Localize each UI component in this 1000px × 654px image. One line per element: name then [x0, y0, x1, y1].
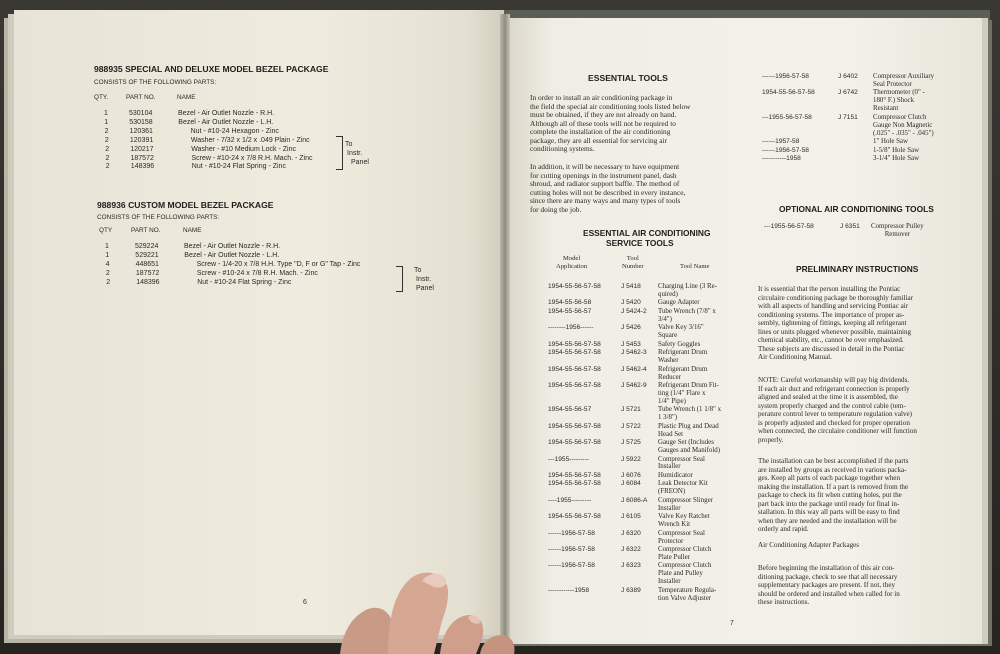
tool-name: Plastic Plug and Dead Head Set — [658, 422, 719, 438]
tool-name: Compressor Clutch Plate Puller — [658, 546, 712, 561]
part-number: 448651 — [135, 260, 159, 268]
tool-model-application: 1954-55-56-57-58 — [548, 340, 601, 348]
tool-model-application: 1954-55-56-58 — [548, 299, 592, 307]
note-line: To — [345, 141, 353, 148]
tool-model-application: --------1956------ — [548, 324, 594, 332]
part-name: Washer - 7/32 x 1/2 x .049 Plain - Zinc — [190, 136, 310, 144]
optional-tools-title: OPTIONAL AIR CONDITIONING TOOLS — [779, 204, 934, 214]
note-line: To — [414, 267, 422, 274]
preliminary-para1: It is essential that the person installing the Pontiac circulaire conditioning package be thoroughly familiar with all aspects of handling and servicing Pontiac air conditioning systems. The importance of proper as- sembly, tightening of fittings, keeping all refrigerant lines or units plugged whenever possible, maintaining chemical stability, etc., cannot be over emphasized. These subjects are discussed in detail in the Pontiac Air Conditioning Manual. — [758, 285, 914, 361]
note-line: Panel — [416, 285, 434, 292]
tool-model-application: ----1955--------- — [548, 496, 592, 504]
tool-number: J 6086-A — [621, 496, 648, 504]
tool-number: J 5418 — [621, 283, 641, 290]
tool-number: J 5462-3 — [621, 349, 647, 357]
col-name: NAME — [183, 227, 202, 234]
tool-name: Gauge Adapter — [658, 299, 700, 307]
part-number: 530158 — [129, 118, 153, 126]
page-number-right: 7 — [730, 620, 734, 627]
part-number: 148396 — [130, 163, 155, 171]
tool-model-application: 1954-55-56-57 — [548, 406, 592, 414]
essential-tools-para1: In order to install an air conditioning package in the field the special air conditioning tools listed below must be obtained, if they are not already on hand. Although all of these tools will not be required to complete the installation of the air conditioning package, they are all essential for servicing air conditioning systems. — [530, 93, 691, 153]
tool-number: J 5725 — [621, 439, 641, 447]
tool-model-application: -----------1958 — [762, 155, 801, 162]
part-name: Nut - #10-24 Flat Spring - Zinc — [191, 163, 286, 171]
part-number: 148396 — [136, 278, 160, 286]
tool-name: Thermometer (0" - 180° F.) Shock Resistant — [873, 89, 925, 113]
tool-name: Compressor Clutch Gauge Non Magnetic (.025" - .035" - .045") — [873, 113, 934, 137]
tool-model-application: ---1955-56-57-58 — [764, 223, 814, 230]
book-spine — [500, 14, 510, 644]
tool-number: J 5420 — [621, 299, 641, 307]
part-qty: 2 — [106, 278, 111, 286]
tool-model-application: 1954-55-56-57-58 — [548, 365, 601, 373]
tool-number: J 5453 — [621, 340, 641, 348]
tool-model-application: ------1956-57-58 — [762, 73, 809, 80]
tool-model-application: 1954-55-56-57-58 — [548, 349, 601, 357]
preliminary-title: PRELIMINARY INSTRUCTIONS — [796, 264, 919, 274]
part-name: Screw - 1/4-20 x 7/8 H.H. Type "D, F or G" Tap - Zinc — [196, 260, 361, 268]
tool-name: 1-5/8" Hole Saw — [873, 146, 920, 154]
tool-model-application: 1954-55-56-57-58 — [762, 89, 815, 97]
part-name: Bezel - Air Outlet Nozzle - L.H. — [178, 118, 274, 126]
tool-name: Tube Wrench (1 1/8" x 1 3/8") — [658, 406, 722, 422]
tool-model-application: 1954-55-56-57-58 — [548, 480, 601, 488]
part-number: 529224 — [135, 243, 159, 250]
parts-subtitle: CONSISTS OF THE FOLLOWING PARTS: — [97, 214, 220, 221]
tool-model-application: ------------1958 — [548, 586, 590, 594]
tool-model-application: 1954-55-56-57-58 — [548, 439, 601, 447]
part-number: 529221 — [135, 251, 159, 259]
tool-model-application: ------1956-57-58 — [548, 546, 595, 553]
part-qty: 2 — [104, 136, 109, 144]
tool-number: J 7151 — [838, 113, 858, 121]
tool-name: Refrigerant Drum Reducer — [658, 365, 708, 381]
col-tool-name: Tool Name — [680, 263, 710, 270]
col-part-no: PART NO. — [126, 94, 156, 101]
tool-number: J 5462-4 — [621, 365, 647, 373]
note-line: Instr. — [416, 276, 432, 283]
tool-name: 1" Hole Saw — [873, 138, 908, 145]
part-qty: 1 — [105, 251, 110, 259]
part-number: 120361 — [129, 127, 153, 135]
part-number: 120391 — [129, 136, 154, 144]
tool-number: J 6105 — [621, 513, 641, 521]
adapter-packages-subhead: Air Conditioning Adapter Packages — [758, 541, 860, 549]
tool-number: J 6742 — [838, 89, 858, 97]
part-name: Washer - #10 Medium Lock - Zinc — [191, 145, 296, 153]
part-number: 187572 — [135, 269, 160, 277]
left-page — [14, 10, 508, 635]
tool-model-application: ------1956-57-58 — [762, 146, 809, 154]
tool-name: Compressor Slinger Installer — [658, 496, 713, 512]
tool-name: Compressor Seal Protector — [658, 529, 705, 545]
tool-name: Valve Key Ratchet Wrench Kit — [658, 513, 710, 529]
tool-model-application: 1954-55-56-57-58 — [548, 283, 601, 290]
preliminary-para3: The installation can be best accomplished if the parts are installed by groups as received in various packa- ges. Keep all parts of each package together when making the installation. If a part is removed from the package to check its fit when cutting holes, put the part back into the package until ready for final in- stallation. In this way all parts will be easy to find when they are needed and the installation will be orderly and rapid. — [758, 457, 909, 533]
tool-name: Charging Line (3 Re- quired) — [658, 283, 718, 298]
col-model-application: Model Application — [556, 255, 588, 270]
part-qty: 1 — [104, 118, 109, 126]
tool-name: Tube Wrench (7/8" x 3/4") — [658, 307, 716, 323]
tool-name: Temperature Regula- tion Valve Adjuster — [658, 586, 717, 602]
brace-mark — [336, 136, 343, 170]
part-number: 530104 — [129, 110, 153, 117]
note-line: Panel — [351, 159, 369, 166]
tool-number: J 6076 — [621, 471, 641, 479]
tool-model-application: 1954-55-56-57-58 — [548, 422, 601, 430]
service-tools-title: SERVICE TOOLS — [606, 238, 674, 248]
essential-tools-para2: In addition, it will be necessary to have equipment for cutting openings in the instrument panel, dash shroud, and radiator support baffle. The method of cutting holes will not be described in every instance, since there are many ways and many types of tools for doing the job. — [530, 162, 686, 214]
part-name: Nut - #10-24 Flat Spring - Zinc — [197, 278, 292, 286]
col-part-no: PART NO. — [131, 227, 161, 234]
tool-name: Safety Goggles — [658, 340, 701, 348]
part-number: 120217 — [130, 145, 154, 153]
tool-name: Gauge Set (Includes Gauges and Manifold) — [658, 439, 720, 454]
part-qty: 2 — [105, 145, 110, 153]
col-tool-number: Tool Number — [622, 255, 644, 270]
tool-model-application: ------1957-58 — [762, 138, 800, 145]
part-name: Bezel - Air Outlet Nozzle - L.H. — [184, 251, 280, 259]
tool-model-application: 1954-55-56-57-58 — [548, 513, 601, 521]
tool-number: J 5721 — [621, 406, 641, 414]
tool-name: Refrigerant Drum Washer — [658, 349, 708, 365]
note-line: Instr. — [347, 150, 363, 157]
tool-number: J 6389 — [621, 586, 641, 594]
preliminary-para2: NOTE: Careful workmanship will pay big dividends. If each air duct and refrigerant connection is properly aligned and sealed at the time it is assembled, the system properly charged and the control cable (tem- perature control lever to temperature regulation valve) is properly adjusted and checked for proper operation when connected, the circulaire conditioner will function properly. — [758, 376, 917, 444]
tool-number: J 5722 — [621, 422, 641, 430]
custom-package-title: 988936 CUSTOM MODEL BEZEL PACKAGE — [97, 200, 274, 210]
tool-number: J 5426 — [621, 324, 641, 332]
tool-name: Humidicator — [658, 471, 693, 479]
col-qty: QTY. — [94, 94, 109, 101]
brace-mark — [396, 266, 403, 292]
tool-number: J 6351 — [840, 223, 860, 230]
part-name: Nut - #10-24 Hexagon - Zinc — [190, 127, 279, 135]
part-qty: 4 — [105, 260, 110, 268]
tool-number: J 6323 — [621, 562, 641, 570]
tool-number: J 6322 — [621, 546, 641, 553]
part-qty: 2 — [104, 127, 109, 135]
tool-model-application: 1954-55-56-57-58 — [548, 471, 601, 479]
tool-model-application: ------1956-57-58 — [548, 562, 595, 570]
tool-name: Compressor Auxiliary Seal Protector — [873, 73, 935, 88]
tool-model-application: ------1956-57-58 — [548, 529, 595, 537]
tool-number: J 6084 — [621, 480, 641, 488]
tool-number: J 6402 — [838, 73, 858, 80]
tool-name: Compressor Seal Installer — [658, 455, 705, 471]
part-qty: 2 — [105, 269, 110, 277]
part-number: 187572 — [130, 154, 154, 162]
tool-name: Leak Detector Kit (FREON) — [658, 480, 708, 496]
hand-holding-book — [330, 565, 540, 654]
parts-subtitle: CONSISTS OF THE FOLLOWING PARTS: — [94, 79, 217, 86]
part-qty: 1 — [104, 110, 108, 117]
tool-model-application: 1954-55-56-57 — [548, 307, 592, 315]
tool-name: 3-1/4" Hole Saw — [873, 155, 920, 162]
col-name: NAME — [177, 94, 196, 101]
tool-number: J 5922 — [621, 455, 641, 463]
part-qty: 2 — [105, 154, 110, 162]
tool-name: Compressor Clutch Plate and Pulley Installer — [658, 562, 712, 586]
tool-number: J 6320 — [621, 529, 641, 537]
part-qty: 2 — [105, 163, 110, 171]
tool-name: Compressor Pulley Remover — [871, 223, 924, 238]
tool-model-application: ---1955--------- — [548, 455, 590, 463]
part-qty: 1 — [105, 243, 109, 250]
preliminary-para4: Before beginning the installation of this air con- ditioning package, check to see that all necessary supplementary packages are present. If not, they should be ordered and installed when called for in these instructions. — [758, 564, 900, 606]
tool-number: J 5462-9 — [621, 382, 647, 389]
tool-model-application: ---1955-56-57-58 — [762, 113, 812, 121]
tool-name: Valve Key 3/16" Square — [658, 324, 704, 340]
service-tools-title: ESSENTIAL AIR CONDITIONING — [583, 228, 711, 238]
part-name: Bezel - Air Outlet Nozzle - R.H. — [178, 110, 275, 117]
tool-number: J 5424-2 — [621, 307, 647, 315]
page-number-left: 6 — [303, 599, 307, 606]
part-name: Screw - #10-24 x 7/8 R.H. Mach. - Zinc — [196, 269, 318, 277]
part-name: Screw - #10-24 x 7/8 R.H. Mach. - Zinc — [191, 154, 313, 162]
bezel-package-title: 988935 SPECIAL AND DELUXE MODEL BEZEL PACKAGE — [94, 64, 329, 74]
col-qty: QTY — [99, 227, 113, 234]
part-name: Bezel - Air Outlet Nozzle - R.H. — [184, 243, 281, 250]
tool-model-application: 1954-55-56-57-58 — [548, 382, 601, 389]
essential-tools-title: ESSENTIAL TOOLS — [588, 73, 668, 83]
tool-name: Refrigerant Drum Fit- ting (1/4" Flare x 1/4" Pipe) — [658, 382, 719, 405]
